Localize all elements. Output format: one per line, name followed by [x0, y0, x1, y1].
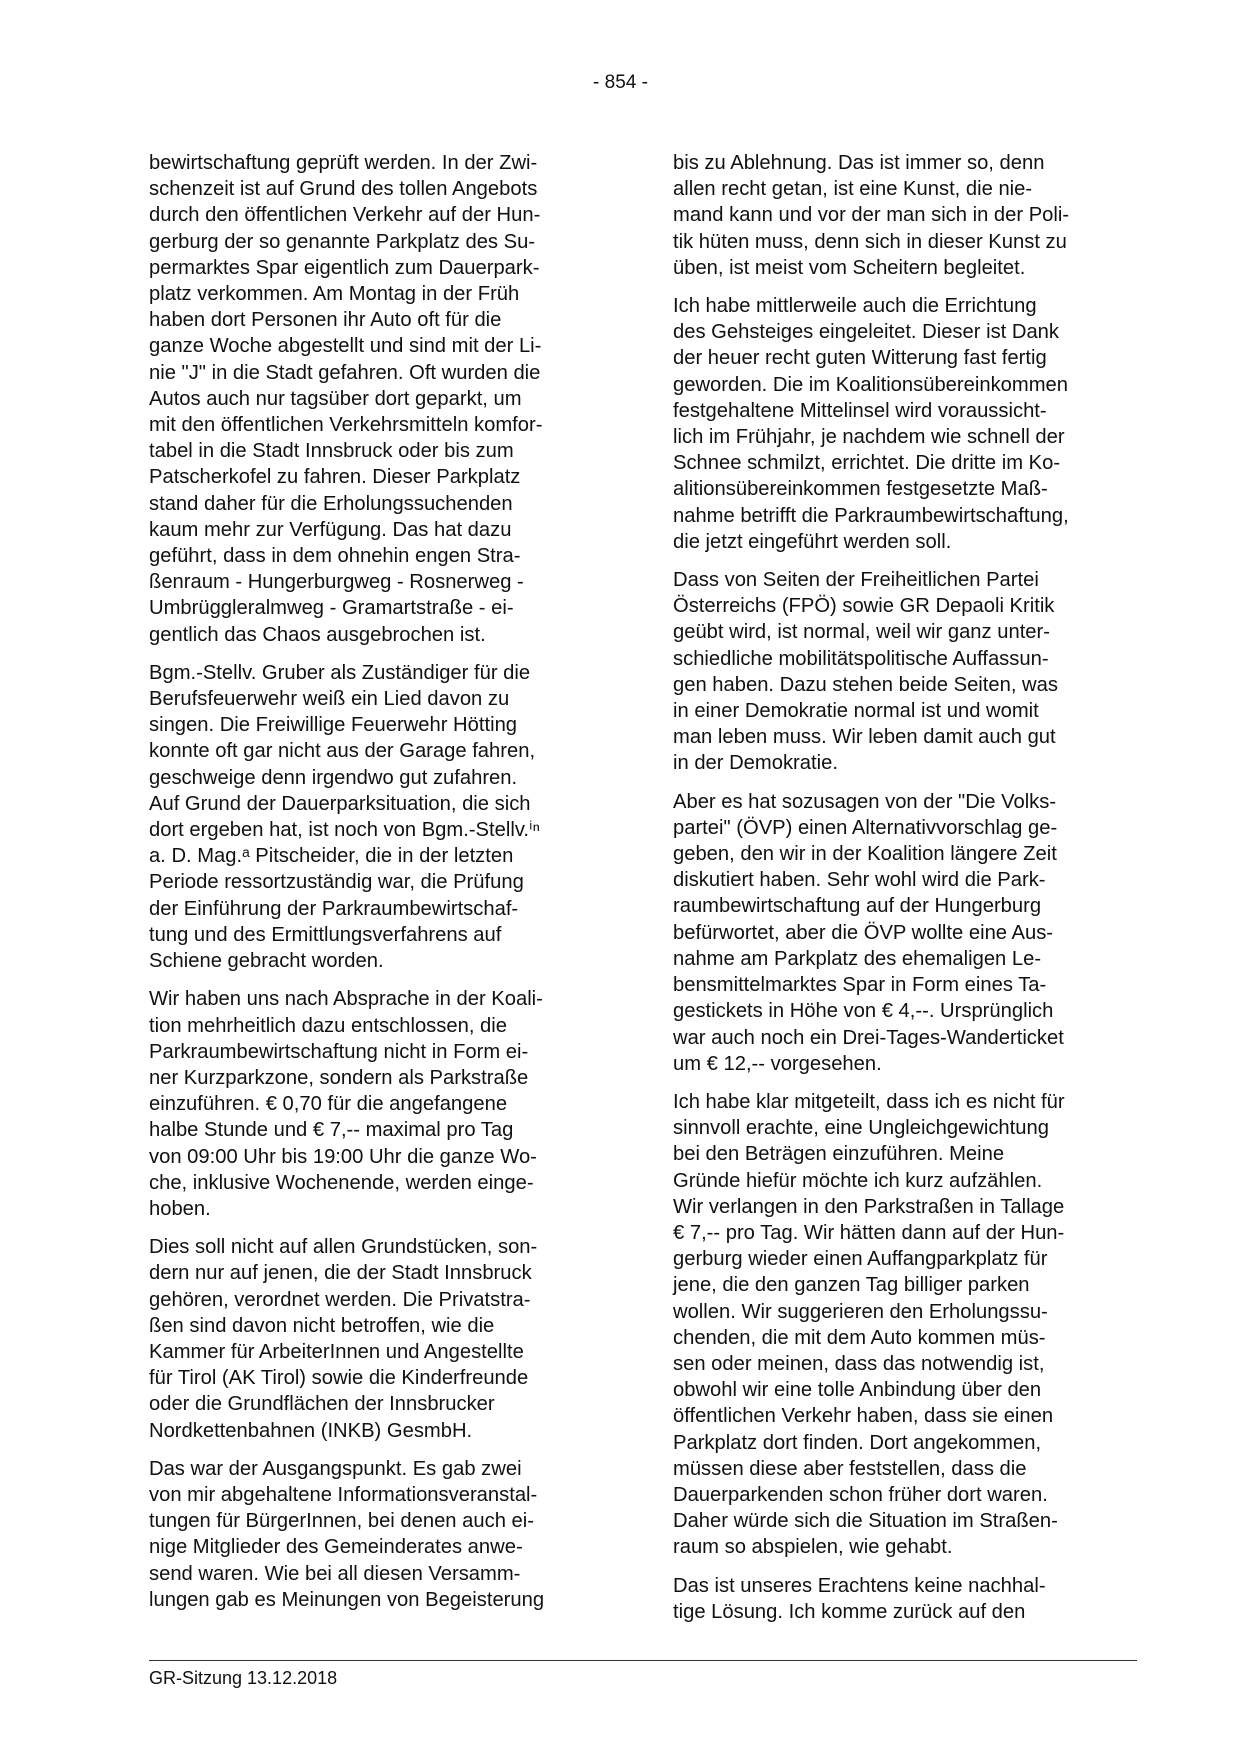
text-line: nahme betrifft die Parkraumbewirtschaftung, [673, 504, 1069, 527]
text-line: Wir haben uns nach Absprache in der Koali- [149, 988, 543, 1011]
text-line: bei den Beträgen einzuführen. Meine [673, 1143, 1005, 1166]
text-line: bis zu Ablehnung. Das ist immer so, denn [673, 152, 1045, 174]
paragraph [673, 1573, 1133, 1625]
text-line: Autos auch nur tagsüber dort geparkt, um [149, 387, 522, 410]
text-line: Wir verlangen in den Parkstraßen in Tallage [673, 1195, 1065, 1218]
text-line: tabel in die Stadt Innsbruck oder bis zum [149, 440, 514, 463]
text-line: gentlich das Chaos ausgebrochen ist. [149, 623, 486, 646]
text-line: tung und des Ermittlungsverfahrens auf [149, 923, 502, 946]
text-line: Nordkettenbahnen (INKB) GesmbH. [149, 1419, 473, 1442]
text-line: Parkplatz dort finden. Dort angekommen, [673, 1431, 1042, 1454]
text-line: Patscherkofel zu fahren. Dieser Parkplatz [149, 466, 521, 489]
text-line: sen oder meinen, dass das notwendig ist, [673, 1352, 1045, 1375]
text-line: gerburg wieder einen Auffangparkplatz für [673, 1248, 1048, 1271]
text-line: gen haben. Dazu stehen beide Seiten, was [673, 673, 1058, 696]
paragraph [673, 150, 1133, 281]
right-text-column [673, 150, 1133, 1637]
text-line: singen. Die Freiwillige Feuerwehr Hötting [149, 714, 518, 737]
text-line: Periode ressortzuständig war, die Prüfung [149, 871, 524, 894]
text-line: Dies soll nicht auf allen Grundstücken, son- [149, 1236, 538, 1259]
text-line: Daher würde sich die Situation im Straßen- [673, 1510, 1058, 1533]
paragraph [673, 789, 1133, 1077]
text-line: jene, die den ganzen Tag billiger parken [673, 1274, 1030, 1297]
text-line: Dass von Seiten der Freiheitlichen Partei [673, 569, 1039, 592]
paragraph [673, 293, 1133, 555]
text-line: tungen für BürgerInnen, bei denen auch ei- [149, 1510, 534, 1533]
text-line: in einer Demokratie normal ist und womit [673, 700, 1039, 723]
text-line: a. D. Mag.ᵃ Pitscheider, die in der letzten [149, 845, 514, 868]
text-line: send waren. Wie bei all diesen Versamm- [149, 1562, 521, 1585]
text-line: Das ist unseres Erachtens keine nachhal- [673, 1574, 1046, 1597]
paragraph [149, 986, 607, 1222]
text-line: ßen sind davon nicht betroffen, wie die [149, 1314, 495, 1337]
text-line: tion mehrheitlich dazu entschlossen, die [149, 1014, 507, 1037]
text-line: mand kann und vor der man sich in der Poli- [673, 204, 1070, 227]
text-line: lungen gab es Meinungen von Begeisterung [149, 1588, 545, 1611]
text-line: Das war der Ausgangspunkt. Es gab zwei [149, 1457, 522, 1480]
text-line: obwohl wir eine tolle Anbindung über den [673, 1379, 1042, 1402]
text-line: raum so abspielen, wie gehabt. [673, 1536, 953, 1559]
text-line: für Tirol (AK Tirol) sowie die Kinderfreunde [149, 1367, 529, 1390]
text-line: tik hüten muss, denn sich in dieser Kunst zu [673, 230, 1067, 253]
text-line: geübt wird, ist normal, weil wir ganz unter- [673, 621, 1050, 644]
text-line: Parkraumbewirtschaftung nicht in Form ei- [149, 1040, 529, 1063]
text-line: geführt, dass in dem ohnehin engen Stra- [149, 545, 521, 568]
text-line: man leben muss. Wir leben damit auch gut [673, 726, 1056, 749]
text-line: allen recht getan, ist eine Kunst, die nie- [673, 178, 1033, 201]
text-line: geschweige denn irgendwo gut zufahren. [149, 766, 518, 789]
text-line: ner Kurzparkzone, sondern als Parkstraße [149, 1066, 529, 1089]
text-line: sinnvoll erachte, eine Ungleichgewichtung [673, 1117, 1049, 1140]
text-line: einzuführen. € 0,70 für die angefangene [149, 1093, 508, 1116]
text-line: gehören, verordnet werden. Die Privatstra- [149, 1288, 531, 1311]
text-line: des Gehsteiges eingeleitet. Dieser ist Dank [673, 321, 1060, 344]
text-line: Berufsfeuerwehr weiß ein Lied davon zu [149, 688, 510, 711]
text-line: schiedliche mobilitätspolitische Auffassun- [673, 647, 1049, 670]
paragraph [149, 1234, 607, 1444]
text-line: diskutiert haben. Sehr wohl wird die Park- [673, 869, 1046, 892]
text-line: Schnee schmilzt, errichtet. Die dritte im Ko- [673, 452, 1061, 475]
text-line: Auf Grund der Dauerparksituation, die sich [149, 792, 531, 815]
text-line: nie "J" in die Stadt gefahren. Oft wurden die [149, 361, 541, 384]
text-line: Gründe hiefür möchte ich kurz aufzählen. [673, 1169, 1043, 1192]
text-line: geben, den wir in der Koalition längere Zeit [673, 843, 1057, 866]
page-number: - 854 - [593, 72, 648, 93]
text-line: hoben. [149, 1197, 211, 1220]
text-line: konnte oft gar nicht aus der Garage fahren, [149, 740, 536, 763]
footer-session-date: GR-Sitzung 13.12.2018 [149, 1668, 338, 1688]
text-line: chenden, die mit dem Auto kommen müs- [673, 1326, 1046, 1349]
text-line: oder die Grundflächen der Innsbrucker [149, 1393, 495, 1416]
text-line: stand daher für die Erholungssuchenden [149, 492, 513, 515]
text-line: mit den öffentlichen Verkehrsmitteln komfor- [149, 414, 543, 437]
text-line: gerburg der so genannte Parkplatz des Su- [149, 230, 536, 253]
text-line: festgehaltene Mittelinsel wird voraussicht- [673, 399, 1047, 422]
text-line: ganze Woche abgestellt und sind mit der Li- [149, 335, 542, 358]
text-line: von mir abgehaltene Informationsveranstal- [149, 1483, 538, 1506]
text-line: kaum mehr zur Verfügung. Das hat dazu [149, 518, 512, 541]
text-line: müssen diese aber feststellen, dass die [673, 1457, 1027, 1480]
text-line: platz verkommen. Am Montag in der Früh [149, 283, 520, 306]
text-line: der Einführung der Parkraumbewirtschaf- [149, 897, 519, 920]
text-line: halbe Stunde und € 7,-- maximal pro Tag [149, 1119, 514, 1142]
text-line: Bgm.-Stellv. Gruber als Zuständiger für die [149, 661, 531, 684]
text-line: bensmittelmarktes Spar in Form eines Ta- [673, 974, 1047, 997]
text-line: haben dort Personen ihr Auto oft für die [149, 309, 502, 332]
text-line: Ich habe mittlerweile auch die Errichtung [673, 295, 1037, 318]
text-line: dern nur auf jenen, die der Stadt Innsbruck [149, 1262, 532, 1285]
text-line: Ich habe klar mitgeteilt, dass ich es nicht für [673, 1090, 1065, 1113]
text-line: gestickets in Höhe von € 4,--. Ursprünglich [673, 1000, 1054, 1023]
text-line: befürwortet, aber die ÖVP wollte eine Aus- [673, 921, 1054, 944]
text-line: öffentlichen Verkehr haben, dass sie einen [673, 1405, 1054, 1428]
text-line: üben, ist meist vom Scheitern begleitet. [673, 256, 1026, 279]
text-line: in der Demokratie. [673, 752, 838, 775]
paragraph [149, 1456, 607, 1613]
paragraph [673, 567, 1133, 777]
text-line: bewirtschaftung geprüft werden. In der Zwi- [149, 152, 538, 174]
text-line: Schiene gebracht worden. [149, 950, 384, 973]
text-line: raumbewirtschaftung auf der Hungerburg [673, 895, 1042, 918]
left-text-column [149, 150, 607, 1625]
text-line: von 09:00 Uhr bis 19:00 Uhr die ganze Wo- [149, 1145, 537, 1168]
text-line: ßenraum - Hungerburgweg - Rosnerweg - [149, 571, 524, 594]
footer-divider [149, 1660, 1137, 1661]
text-line: nahme am Parkplatz des ehemaligen Le- [673, 947, 1042, 970]
text-line: durch den öffentlichen Verkehr auf der Hun- [149, 204, 541, 227]
text-line: nige Mitglieder des Gemeinderates anwe- [149, 1536, 523, 1559]
text-line: war auch noch ein Drei-Tages-Wanderticket [673, 1026, 1064, 1049]
text-line: dort ergeben hat, ist noch von Bgm.-Stellv.ⁱⁿ [149, 819, 540, 842]
text-line: geworden. Die im Koalitionsübereinkommen [673, 373, 1068, 396]
paragraph [149, 150, 607, 648]
text-line: die jetzt eingeführt werden soll. [673, 530, 952, 553]
text-line: Aber es hat sozusagen von der "Die Volks- [673, 790, 1057, 813]
text-line: Umbrüggleralmweg - Gramartstraße - ei- [149, 597, 514, 620]
text-line: wollen. Wir suggerieren den Erholungssu- [673, 1300, 1048, 1323]
text-line: Dauerparkenden schon früher dort waren. [673, 1483, 1048, 1506]
text-line: Kammer für ArbeiterInnen und Angestellte [149, 1340, 524, 1363]
text-line: um € 12,-- vorgesehen. [673, 1052, 882, 1075]
text-line: der heuer recht guten Witterung fast fertig [673, 347, 1047, 370]
text-line: € 7,-- pro Tag. Wir hätten dann auf der Hun- [673, 1221, 1065, 1244]
text-line: lich im Frühjahr, je nachdem wie schnell der [673, 426, 1065, 449]
text-line: che, inklusive Wochenende, werden einge- [149, 1171, 534, 1194]
text-line: schenzeit ist auf Grund des tollen Angebots [149, 178, 538, 201]
paragraph [149, 660, 607, 974]
text-line: partei" (ÖVP) einen Alternativvorschlag ge- [673, 816, 1058, 839]
paragraph [673, 1089, 1133, 1561]
text-line: Österreichs (FPÖ) sowie GR Depaoli Kritik [673, 595, 1055, 618]
text-line: alitionsübereinkommen festgesetzte Maß- [673, 478, 1048, 501]
text-line: permarktes Spar eigentlich zum Dauerpark- [149, 256, 540, 279]
text-line: tige Lösung. Ich komme zurück auf den [673, 1600, 1026, 1623]
